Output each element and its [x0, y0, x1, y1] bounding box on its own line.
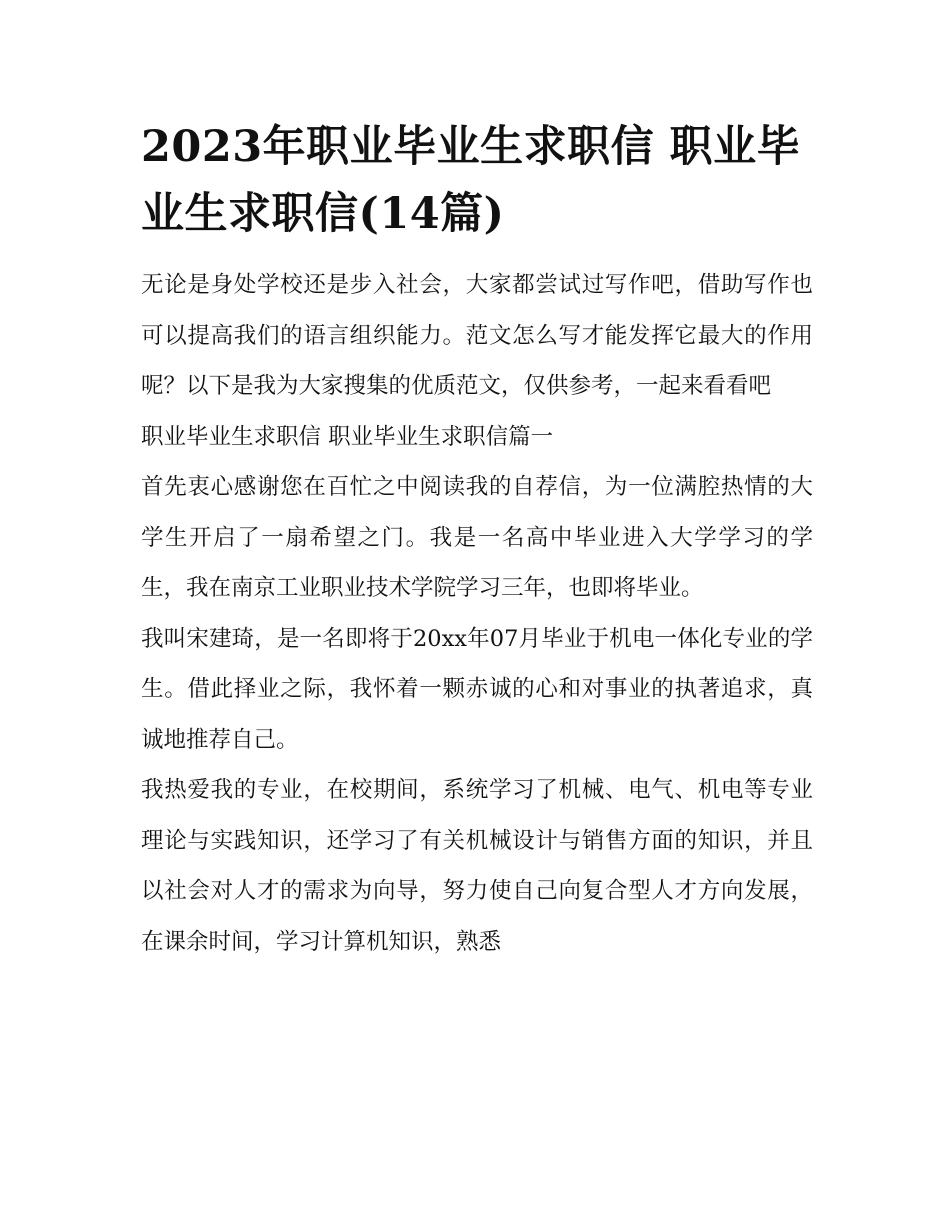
section-heading: 职业毕业生求职信 职业毕业生求职信篇一 [141, 423, 554, 450]
body-paragraph: 首先衷心感谢您在百忙之中阅读我的自荐信，为一位满腔热情的大学生开启了一扇希望之门。我是一名高中毕业进入大学学习的学生，我在南京工业职业技术学院学习三年，也即将毕业。 [141, 474, 813, 601]
document-page [141, 114, 813, 967]
document-title: 2023年职业毕业生求职信 职业毕业生求职信(14篇) [141, 122, 801, 239]
body-paragraph: 我热爱我的专业，在校期间，系统学习了机械、电气、机电等专业理论与实践知识，还学习了有关机械设计与销售方面的知识，并且以社会对人才的需求为向导，努力使自己向复合型人才方向发展，在课余时间，学习计算机知识，熟悉 [141, 777, 813, 955]
intro-paragraph: 无论是身处学校还是步入社会，大家都尝试过写作吧，借助写作也可以提高我们的语言组织能力。范文怎么写才能发挥它最大的作用呢？以下是我为大家搜集的优质范文，仅供参考，一起来看看吧 [141, 272, 813, 399]
body-paragraph: 我叫宋建琦，是一名即将于20xx年07月毕业于机电一体化专业的学生。借此择业之际，我怀着一颗赤诚的心和对事业的执著追求，真诚地推荐自己。 [141, 625, 813, 753]
